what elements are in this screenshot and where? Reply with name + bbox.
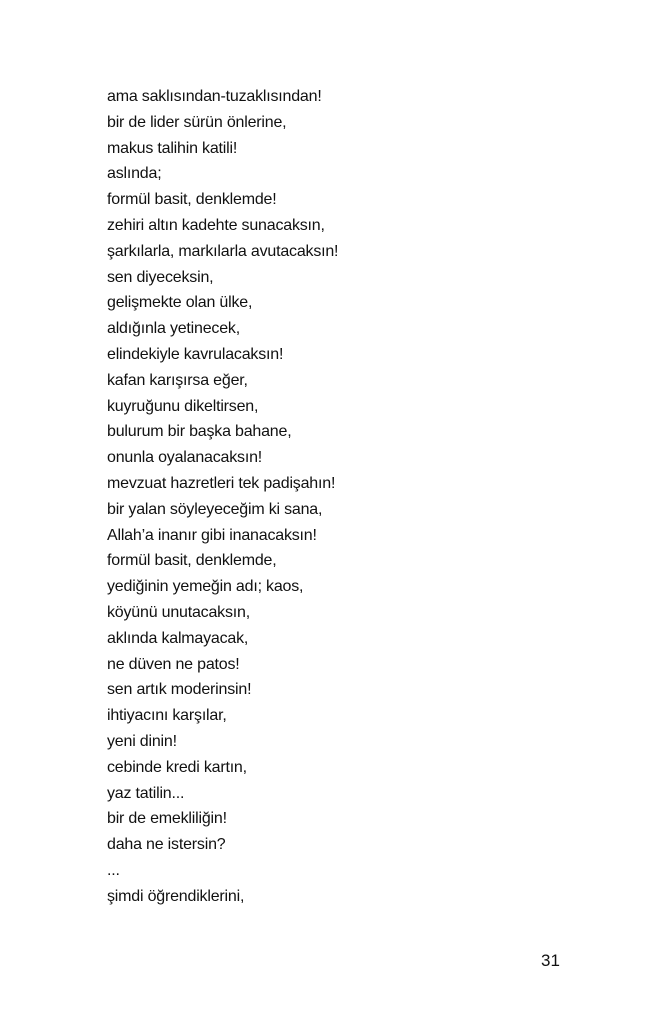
poem-line: bulurum bir başka bahane, [107,423,292,441]
poem-line: yaz tatilin... [107,784,185,802]
poem-line: ne düven ne patos! [107,655,240,673]
poem-line: kafan karışırsa eğer, [107,371,248,389]
poem-line: kuyruğunu dikeltirsen, [107,397,259,415]
poem-line: makus talihin katili! [107,139,238,157]
poem-line: ihtiyacını karşılar, [107,707,227,725]
poem-line: ... [107,861,120,879]
poem-line: aslında; [107,165,162,183]
poem-line: aklında kalmayacak, [107,629,249,647]
page-number: 31 [541,951,560,970]
poem-line: Allah’a inanır gibi inanacaksın! [107,526,317,544]
poem-line: onunla oyalanacaksın! [107,449,263,467]
poem-line: şimdi öğrendiklerini, [107,887,245,905]
poem-line: şarkılarla, markılarla avutacaksın! [107,242,339,260]
poem-line: formül basit, denklemde, [107,552,277,570]
poem-line: bir de lider sürün önlerine, [107,113,287,131]
poem-line: mevzuat hazretleri tek padişahın! [107,474,336,492]
poem-line: sen diyeceksin, [107,268,214,286]
poem-line: yeni dinin! [107,732,177,750]
poem-line: zehiri altın kadehte sunacaksın, [107,216,325,234]
poem-line: bir yalan söyleyeceğim ki sana, [107,500,323,518]
poem-line: yediğinin yemeğin adı; kaos, [107,578,304,596]
poem-line: elindekiyle kavrulacaksın! [107,345,284,363]
poem-text [107,84,338,910]
poem-line: bir de emekliliğin! [107,810,227,828]
poem-line: formül basit, denklemde! [107,191,277,209]
poem-line: köyünü unutacaksın, [107,603,250,621]
poem-line: ama saklısından-tuzaklısından! [107,88,322,105]
poem-line: gelişmekte olan ülke, [107,294,253,312]
poem-line: sen artık moderinsin! [107,681,252,699]
poem-line: daha ne istersin? [107,836,226,854]
poem-line: cebinde kredi kartın, [107,758,247,776]
poem-line: aldığınla yetinecek, [107,320,240,338]
